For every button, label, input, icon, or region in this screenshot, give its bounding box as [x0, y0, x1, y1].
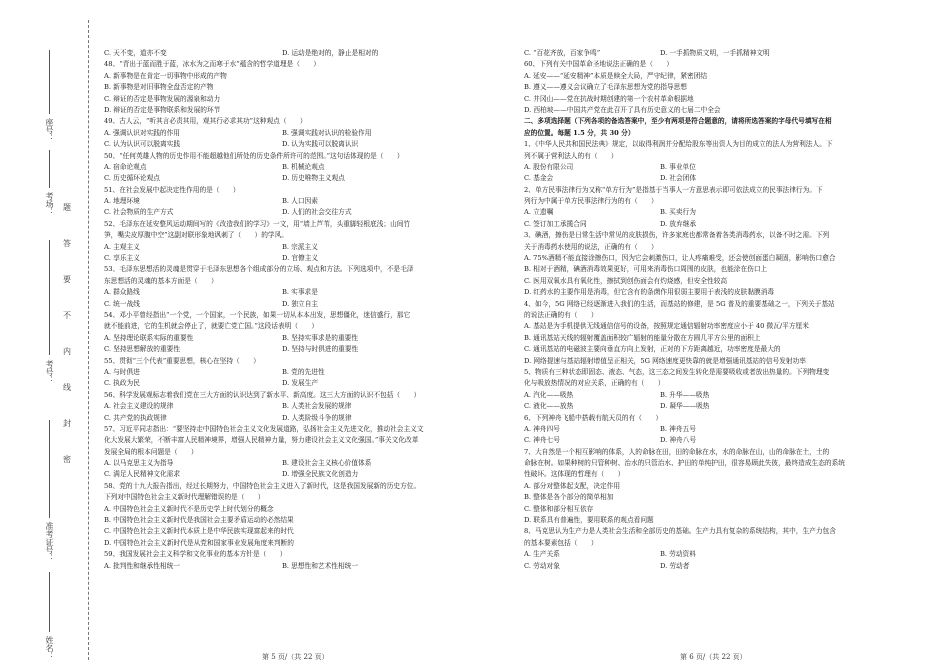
seal-char-1: 密 — [63, 455, 71, 464]
option-right: B. 实事求是 — [282, 288, 318, 297]
page-6-questions — [524, 48, 934, 572]
option-row — [104, 333, 504, 344]
option-left: C. 社会物质的生产方式 — [104, 208, 174, 217]
option-right: D. 认为实践可以脱离认识 — [282, 140, 359, 149]
question-line: 发展全局的根本问题是（ ） — [104, 447, 198, 456]
question-line: 50、“任何英雄人物的历史作用不能超越他们所处的历史条件所许可的范围。”这句话体现的是（ ） — [104, 151, 404, 160]
option-right: B. 升华——吸热 — [660, 390, 710, 399]
option-left: A. 立遗嘱 — [524, 208, 554, 217]
option-right: D. 社会团体 — [660, 174, 697, 183]
option-row — [104, 299, 504, 310]
question-line: C. 辩证的否定是事物发展的源泉和动力 — [104, 94, 221, 103]
option-right: B. 买卖行为 — [660, 208, 696, 217]
option-right: B. 宗派主义 — [282, 242, 318, 251]
question-line: 就不能前进，它的生机就会停止了，就要亡党亡国。”这段话表明（ ） — [104, 322, 319, 331]
option-left: A. 群众路线 — [104, 288, 140, 297]
option-row — [104, 458, 504, 469]
binding-margin — [0, 0, 92, 672]
option-row — [104, 196, 504, 207]
option-row — [104, 413, 504, 424]
option-row — [104, 242, 504, 253]
question-line: 53、毛泽东思想活的灵魂是贯穿于毛泽东思想各个组成部分的立场、观点和方法。下列选项中，不是毛泽 — [104, 265, 414, 274]
question-line: 59、我国发展社会主义科学和文化事业的基本方针是（ ） — [104, 550, 287, 559]
question-line: D. 中国特色社会主义新时代是从党和国家事业发展角度来判断的 — [104, 538, 294, 547]
question-line: C. 整体和部分相互依存 — [524, 504, 594, 513]
question-line: D. 红药水的主要作用是消毒，但它含有的条菌作用很弱主要用于表浅的皮肤黏膜消毒 — [524, 288, 775, 297]
question-line: 49、古人云，“听其言必责其用，观其行必求其功”这种观点（ ） — [104, 117, 307, 126]
question-line: A. 基站是为手机提供无线通信信号的设备，按照规定通信辐射功率密度应小于 40 微瓦/平方厘米 — [524, 322, 809, 331]
question-line: 下列对中国特色社会主义新时代理解错误的是（ ） — [104, 493, 265, 502]
option-row — [104, 173, 504, 184]
option-left: A. 与时俱进 — [104, 367, 140, 376]
question-line: 56、科学发展观标志着我们党在三大方面的认识达到了新水平、新高度。这三大方面的认识不包括（ ） — [104, 390, 421, 399]
option-left: A. 宿命论观点 — [104, 162, 147, 171]
option-row — [104, 378, 504, 389]
option-left: A. 强调认识对实践的作用 — [104, 128, 180, 137]
page-5-questions — [104, 48, 504, 572]
seat-label: 座号： — [45, 118, 54, 142]
question-line: A. 75%酒精不能直接涂擦伤口，因为它会刺激伤口，让人疼痛难受，还会使创面蛋白凝固，影响伤口愈合 — [524, 254, 836, 263]
option-right: B. 强调实践对认识的检验作用 — [282, 128, 372, 137]
seal-char-2: 封 — [63, 419, 71, 428]
section-heading-line: 应的位置。每题 1.5 分，共 30 分） — [524, 128, 635, 137]
option-left: A. 股份有限公司 — [524, 162, 574, 171]
option-left: C. 历史循环论观点 — [104, 174, 160, 183]
question-line: 命脉在树。如果种树的只管种树、治水的只管治水、护田的单纯护田，很容易顾此失彼，最终造成生态的系统 — [524, 459, 845, 468]
option-left: C. 满足人民精神文化需求 — [104, 470, 181, 479]
question-line: 52、毛泽东在延安整风运动期间写的《改造我们的学习》一文，用“墙上芦苇，头重脚轻根底浅；山间竹 — [104, 219, 411, 228]
option-row — [104, 162, 504, 173]
seal-char-7: 答 — [63, 239, 71, 248]
question-line: 51、在社会发展中起决定性作用的是（ ） — [104, 185, 240, 194]
seat-fill-line — [49, 50, 50, 114]
question-line: 列不属于营利法人的有（ ） — [524, 151, 618, 160]
option-row — [524, 219, 934, 230]
option-row — [524, 401, 934, 412]
option-row — [524, 424, 934, 435]
option-left: C. 劳动对象 — [524, 561, 560, 570]
option-row — [524, 549, 934, 560]
option-left: C. 坚持思想解放的重要性 — [104, 345, 181, 354]
question-line: A. 新事物是在肯定一切事物中形成的产物 — [104, 71, 227, 80]
option-row — [104, 344, 504, 355]
option-left: A. 以马克思主义为指导 — [104, 459, 174, 468]
question-line: D. 网络提速与基站辐射增值呈正相关，5G 网络速度更快靠的就是增强通讯基站的信号发射功率 — [524, 356, 806, 365]
seal-char-8: 题 — [63, 203, 71, 212]
exam-room-fill-line — [49, 150, 50, 188]
option-row — [104, 367, 504, 378]
question-line: 笋，嘴尖皮厚腹中空”这副对联形象地讽刺了（ ）的学风。 — [104, 231, 288, 240]
option-right: D. 神舟八号 — [660, 436, 697, 445]
option-left: C. 基金会 — [524, 174, 554, 183]
option-row — [524, 162, 934, 173]
question-line: B. 整体是各个部分的简单相加 — [524, 493, 614, 502]
question-line: 54、邓小平曾经指出“一个党，一个国家，一个民族，如果一切从本本出发，思想僵化，迷信盛行，那它 — [104, 310, 411, 319]
option-right: D. 运动是绝对的，静止是相对的 — [282, 49, 379, 57]
question-line: 的基本要素包括（ ） — [524, 538, 598, 547]
option-left: A. 坚持理论联系实际的重要性 — [104, 333, 194, 342]
option-row — [524, 561, 934, 572]
option-row — [104, 561, 504, 572]
option-row — [524, 390, 934, 401]
question-line: 55、贯彻“三个代表”重要思想，核心在坚持（ ） — [104, 356, 260, 365]
option-left: C. 统一战线 — [104, 299, 140, 308]
question-line: 57、习近平同志指出：“要坚持走中国特色社会主义文化发展道路，弘扬社会主义先进文化，推动社会主义文 — [104, 424, 424, 433]
question-line: 化大发展大繁荣，不断丰富人民精神境界，增强人民精神力量，努力建设社会主义文化强国。”事关文化改革 — [104, 436, 419, 445]
option-row — [524, 207, 934, 218]
exam-number-label: 考号： — [45, 360, 54, 384]
question-line: A. 部分对整体起支配，决定作用 — [524, 481, 621, 490]
option-right: B. 坚持实事求是的重要性 — [282, 333, 359, 342]
question-line: B. 新事物是对旧事物全盘否定的产物 — [104, 83, 214, 92]
option-right: B. 建设社会主义核心价值体系 — [282, 459, 372, 468]
question-line: C. 医用双氧水具有氧化性，擦拭到创伤面会有灼烧感，但安全性较高 — [524, 276, 728, 285]
option-right: B. 事业单位 — [660, 162, 696, 171]
option-left: C. 共产党的执政规律 — [104, 413, 167, 422]
option-right: B. 党的先进性 — [282, 367, 325, 376]
option-right: D. 劳动者 — [660, 561, 690, 570]
name-fill-line — [49, 572, 50, 632]
option-left: C. 签订加工承揽合同 — [524, 219, 587, 228]
exam-number-fill-line — [49, 240, 50, 355]
question-line: B. 遵义——遵义会议确立了毛泽东思想为党的指导思想 — [524, 83, 687, 92]
option-right: D. 放弃继承 — [660, 219, 697, 228]
question-line: 4、如今，5G 网络已经逐渐进入我们的生活，而基站的修建，是 5G 普及的重要基础之一，下列关于基站 — [524, 299, 835, 308]
option-left: C. 液化——放热 — [524, 402, 574, 411]
question-line: D. 辩证的否定是事物联系和发展的环节 — [104, 105, 221, 114]
question-line: 列行为中属于单方民事法律行为的有（ ） — [524, 197, 658, 206]
option-right: D. 人类阶级斗争的规律 — [282, 413, 352, 422]
option-row — [524, 48, 934, 59]
question-line: A. 延安——“延安精神”本质是赎全大局，严守纪律，紧密团结 — [524, 71, 708, 80]
question-line: 58、党的十九大报告指出，经过长期努力，中国特色社会主义进入了新时代，这是我国发展新的历史方位。 — [104, 481, 421, 490]
option-left: A. 地理环境 — [104, 197, 140, 206]
option-row — [104, 128, 504, 139]
option-row — [104, 469, 504, 480]
option-left: C. 执政为民 — [104, 379, 140, 388]
option-left: C. 享乐主义 — [104, 254, 140, 263]
option-row — [104, 207, 504, 218]
question-line: B. 相对于酒精，碘酒消毒效果更好，可用来消毒伤口周围的皮肤，也能涂在伤口上 — [524, 265, 768, 274]
page-5-footer: 第 5 页/（共 22 页） — [262, 653, 329, 661]
question-line: 3、碘酒，擦伤是日常生活中常见的皮肤损伤，许多家庭也都常备着各类消毒药水，以备不时之需。下列 — [524, 231, 830, 240]
option-right: B. 人类社会发展的规律 — [282, 402, 352, 411]
option-right: D. 官僚主义 — [282, 254, 319, 263]
question-line: 性破坏。这体现的哲理有（ ） — [524, 470, 625, 479]
question-line: A. 中国特色社会主义新时代不是历史学上时代划分的概念 — [104, 504, 274, 513]
option-left: A. 汽化——吸热 — [524, 390, 574, 399]
option-row — [104, 401, 504, 412]
question-line: 关于消毒药水使用的说法，正确的有（ ） — [524, 242, 658, 251]
option-right: B. 神舟五号 — [660, 424, 696, 433]
option-right: D. 增强全民族文化创造力 — [282, 470, 359, 479]
admission-ticket-fill-line — [49, 420, 50, 518]
option-row — [524, 435, 934, 446]
question-line: D. 联系具有普遍性，要用联系的观点看问题 — [524, 516, 654, 525]
question-line: 7、大自然是一个相互影响的体系，人的命脉在田，田的命脉在水，水的命脉在山，山的命脉在土，土的 — [524, 447, 830, 456]
question-line: 1、《中华人民共和国民法典》规定，以取得利润并分配给股东等出资人为目的成立的法人为营利法人。下 — [524, 140, 833, 149]
exam-room-label: 考场： — [45, 192, 54, 216]
option-row — [104, 48, 504, 59]
option-left: A. 生产关系 — [524, 550, 560, 559]
option-right: B. 劳动资料 — [660, 550, 696, 559]
question-line: C. 井冈山——党在抗战时期创建的第一个农村革命根据地 — [524, 94, 694, 103]
question-line: 8、马克思认为生产力是人类社会生活和全部历史的基础。生产力具有复杂的系统结构，其中，生产力包含 — [524, 527, 836, 536]
seal-char-5: 不 — [63, 311, 71, 320]
question-line: 5、物质有三种状态即固态、液态、气态，这三态之间发生转化是需要吸收或者放出热量的。下列物理变 — [524, 367, 830, 376]
question-line: 东思想活的灵魂的基本方面是（ ） — [104, 276, 218, 285]
seal-char-6: 要 — [63, 275, 71, 284]
option-right: D. 历史唯物主义观点 — [282, 174, 345, 183]
question-line: 6、下列神舟飞船中搭载有航天员的有（ ） — [524, 413, 663, 422]
seal-char-3: 线 — [63, 383, 71, 392]
option-right: D. 发展生产 — [282, 379, 319, 388]
option-left: A. 批判性和继承性相统一 — [104, 561, 180, 570]
question-line: 的说法正确的有（ ） — [524, 310, 598, 319]
question-line: 化与吸放热情况的对应关系，正确的有（ ） — [524, 379, 665, 388]
question-line: B. 通讯基站天线的辐射覆盖面积较广辐射的能量分散在方圆几平方公里的面积上 — [524, 333, 761, 342]
option-left: C. “百花齐放，百家争鸣” — [524, 49, 601, 57]
option-row — [524, 173, 934, 184]
binding-dashed-line — [88, 20, 89, 660]
option-left: C. 认为认识可以脱离实践 — [104, 140, 181, 149]
option-right: D. 人们的社会交往方式 — [282, 208, 352, 217]
option-left: A. 社会主义建设的规律 — [104, 402, 174, 411]
option-left: A. 主观主义 — [104, 242, 140, 251]
admission-ticket-label: 准考证号： — [45, 522, 54, 562]
option-right: B. 思想性和艺术性相统一 — [282, 561, 359, 570]
name-label: 姓名： — [45, 636, 54, 660]
option-left: A. 神舟四号 — [524, 424, 560, 433]
option-right: B. 机械论观点 — [282, 162, 325, 171]
question-line: D. 西柏坡——中国共产党在此召开了具有历史意义的七届二中全会 — [524, 105, 721, 114]
option-row — [104, 139, 504, 150]
option-right: D. 坚持与时俱进的重要性 — [282, 345, 359, 354]
seal-char-4: 内 — [63, 347, 71, 356]
option-right: D. 凝华——吸热 — [660, 402, 710, 411]
page-6-footer: 第 6 页/（共 22 页） — [680, 653, 747, 661]
option-left: C. 天不变，道亦不变 — [104, 49, 167, 57]
option-left: C. 神舟七号 — [524, 436, 560, 445]
option-row — [104, 287, 504, 298]
option-right: D. 一手抓物质文明，一手抓精神文明 — [660, 49, 770, 57]
question-line: C. 中国特色社会主义新时代本质上是中华民族实现富起来的时代 — [104, 527, 294, 536]
question-line: 2、单方民事法律行为又称“单方行为”是指基于当事人一方意思表示即可依法成立的民事法律行为。下 — [524, 185, 823, 194]
option-row — [104, 253, 504, 264]
option-right: D. 独立自主 — [282, 299, 319, 308]
question-line: 48、“青出于蓝而胜于蓝，冰水为之而寒于水”蕴含的哲学道理是（ ） — [104, 60, 320, 69]
question-line: B. 中国特色社会主义新时代是我国社会主要矛盾运动的必然结果 — [104, 516, 294, 525]
question-line: C. 通讯基站的电磁波主要向垂直方向上发射，正对的下方距离越近，功率密度是最大的 — [524, 345, 781, 354]
option-right: B. 人口因素 — [282, 197, 318, 206]
question-line: 60、下列有关中国革命圣地说法正确的是（ ） — [524, 60, 673, 69]
section-heading-line: 二、多项选择题（下列各项的备选答案中，至少有两项是符合题意的，请将所选答案的字母代号填写在相 — [524, 117, 832, 126]
